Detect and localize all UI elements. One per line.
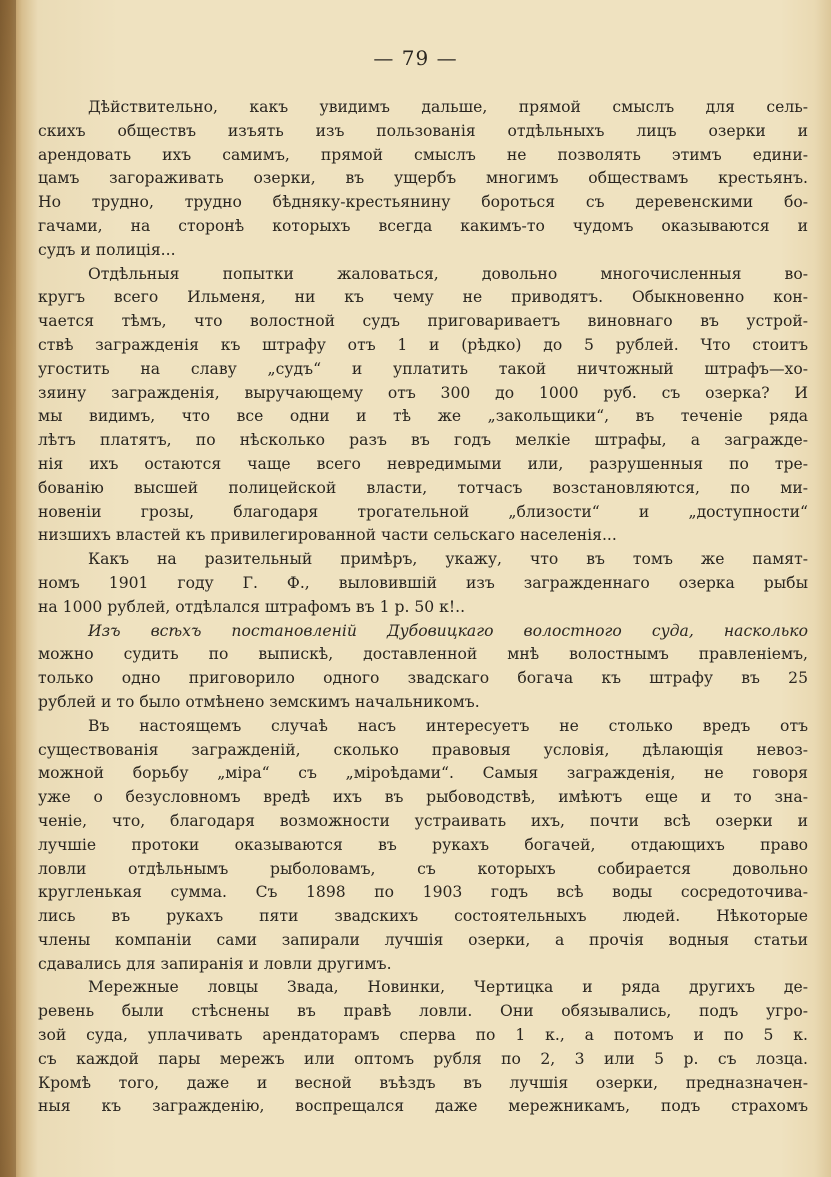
text-line: кругъ всего Ильменя, ни къ чему не приводятъ. Обыкновенно кон- [38,288,808,307]
text-line: арендовать ихъ самимъ, прямой смыслъ не позволять этимъ едини- [38,145,808,164]
text-line: Но трудно, трудно бѣдняку-крестьянину бороться съ деревенскими бо- [38,193,808,212]
text-line: номъ 1901 году Г. Ф., выловившій изъ загражденнаго озерка рыбы [38,573,808,592]
text-line: Дѣйствительно, какъ увидимъ дальше, прямой смыслъ для сель- [88,98,808,116]
body-text [38,96,808,1119]
text-line: чается тѣмъ, что волостной судъ приговариваетъ виновнаго въ устрой- [38,312,808,331]
page-number: — 79 — [373,46,458,70]
paragraph [38,96,808,263]
text-line: Изъ всѣхъ постановленій Дубовицкаго волостного суда, насколько [88,621,808,640]
text-line: лись въ рукахъ пяти звадскихъ состоятельныхъ людей. Нѣкоторые [38,907,808,926]
paragraph [38,715,808,977]
text-line: можной борьбу „міра“ съ „міроѣдами“. Самыя загражденія, не говоря [38,764,808,783]
text-line: сдавались для запиранія и ловли другимъ. [38,954,392,973]
text-line: только одно приговорило одного звадскаго богача къ штрафу въ 25 [38,669,808,688]
text-line: ченіе, что, благодаря возможности устраивать ихъ, почти всѣ озерки и [38,811,808,830]
text-line: лучшіе протоки оказываются въ рукахъ богачей, отдающихъ право [38,835,808,854]
text-line: Мережные ловцы Звада, Новинки, Чертицка и ряда другихъ де- [88,978,808,997]
text-line: ловли отдѣльнымъ рыболовамъ, съ которыхъ собирается довольно [38,859,808,878]
text-line: цамъ загораживать озерки, въ ущербъ многимъ обществамъ крестьянъ. [38,169,808,188]
text-line: на 1000 рублей, отдѣлался штрафомъ въ 1 р. 50 к!.. [38,597,466,616]
text-line: лѣтъ платятъ, по нѣсколько разъ въ годъ мелкіе штрафы, а загражде- [38,431,808,450]
text-line: низшихъ властей къ привилегированной части сельскаго населенія... [38,526,617,545]
text-line: скихъ обществъ изъять изъ пользованія отдѣльныхъ лицъ озерки и [38,121,808,140]
text-line: ствѣ загражденія къ штрафу отъ 1 и (рѣдко) до 5 рублей. Что стоитъ [38,335,808,354]
text-line: ныя къ загражденію, воспрещался даже мережникамъ, подъ страхомъ [38,1097,808,1116]
text-line: Кромѣ того, даже и весной въѣздъ въ лучшія озерки, предназначен- [38,1073,808,1092]
text-line: члены компаніи сами запирали лучшія озерки, а прочія водныя статьи [38,930,808,949]
text-line: Отдѣльныя попытки жаловаться, довольно многочисленныя во- [88,264,808,283]
text-line: новеніи грозы, благодаря трогательной „близости“ и „доступности“ [38,502,808,521]
text-line: зяину загражденія, выручающему отъ 300 до 1000 руб. съ озерка? И [38,383,808,402]
paragraph [38,976,808,1119]
text-line: нія ихъ остаются чаще всего невредимыми или, разрушенныя по тре- [38,454,808,473]
text-line: бованію высшей полицейской власти, тотчасъ возстановляются, по ми- [38,478,808,497]
text-line: существованія загражденій, сколько правовыя условія, дѣлающія невоз- [38,740,808,759]
text-line: зой суда, уплачивать арендаторамъ сперва по 1 к., а потомъ и по 5 к. [38,1026,808,1045]
text-line: угостить на славу „судъ“ и уплатить такой ничтожный штрафъ—хо- [38,359,808,378]
text-line: судъ и полиція... [38,240,176,259]
text-line: Въ настоящемъ случаѣ насъ интересуетъ не столько вредъ отъ [88,716,808,735]
text-line: ревень были стѣснены въ правѣ ловли. Они обязывались, подъ угро- [38,1002,808,1021]
paragraph [38,548,808,619]
paragraph [38,263,808,549]
text-line: гачами, на сторонѣ которыхъ всегда какимъ-то чудомъ оказываются и [38,216,808,235]
text-line: Какъ на разительный примѣръ, укажу, что въ томъ же памят- [88,550,808,569]
text-line: рублей и то было отмѣнено земскимъ начальникомъ. [38,692,480,711]
text-line: мы видимъ, что все одни и тѣ же „закольщики“, въ теченіе ряда [38,407,808,426]
text-line: уже о безусловномъ вредѣ ихъ въ рыбоводствѣ, имѣютъ еще и то зна- [38,788,808,807]
paragraph [38,620,808,715]
text-line: кругленькая сумма. Съ 1898 по 1903 годъ всѣ воды сосредоточива- [38,883,808,902]
page-binding-edge [0,0,16,1177]
text-line: можно судить по выпискѣ, доставленной мнѣ волостнымъ правленіемъ, [38,645,808,664]
text-line: съ каждой пары мережъ или оптомъ рубля по 2, 3 или 5 р. съ лозца. [38,1049,808,1068]
